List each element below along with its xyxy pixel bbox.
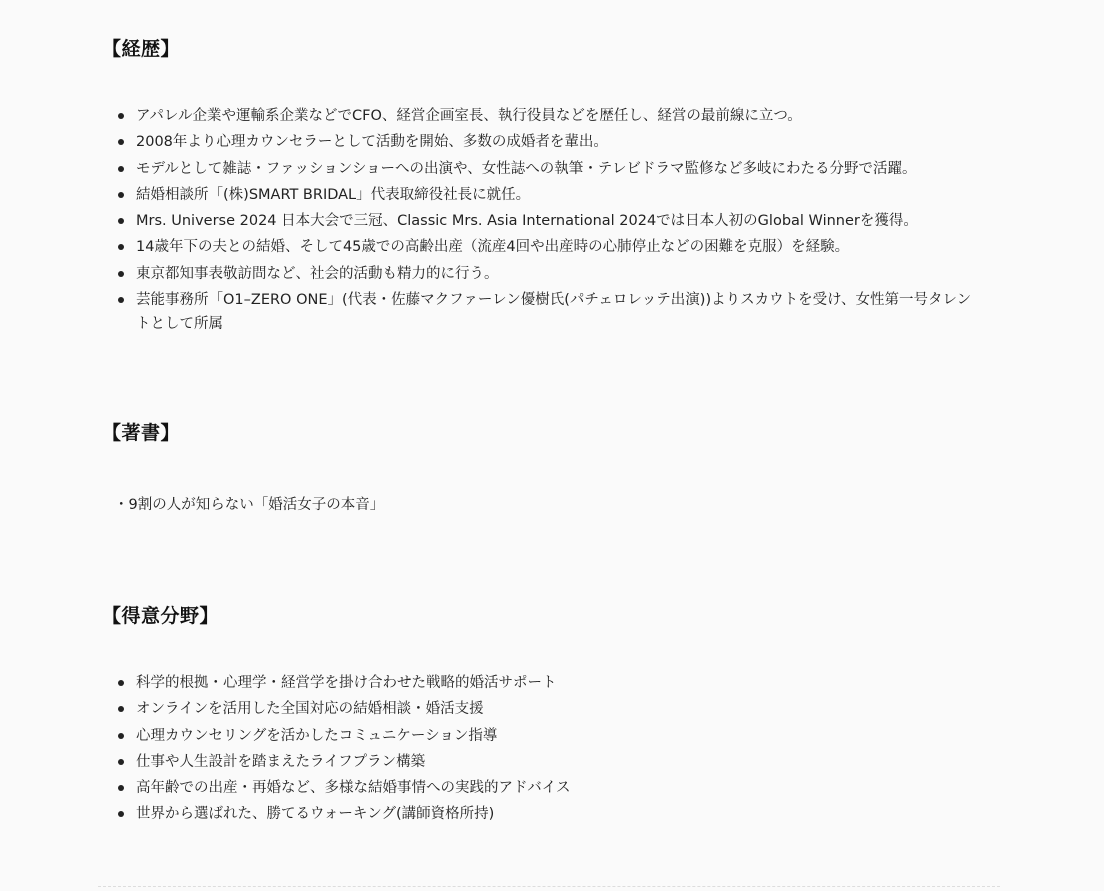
career-item-text: Mrs. Universe 2024 日本大会で三冠、Classic Mrs. Asia International 2024では日本人初のGlobal Winnerを獲得。 xyxy=(136,213,918,230)
section-divider xyxy=(98,886,1000,887)
bullet-icon xyxy=(118,706,124,712)
career-item xyxy=(118,129,978,155)
career-item-text: モデルとして雑誌・ファッションショーへの出演や、女性誌への執筆・テレビドラマ監修など多岐にわたる分野で活躍。 xyxy=(136,160,917,177)
specialty-item xyxy=(118,801,978,827)
career-item-text: アパレル企業や運輸系企業などでCFO、経営企画室長、執行役員などを歴任し、経営の最前線に立つ。 xyxy=(136,108,802,124)
bullet-icon xyxy=(118,244,124,250)
career-item xyxy=(118,156,978,182)
bullet-icon xyxy=(118,759,124,765)
bullet-icon xyxy=(118,139,124,145)
specialty-item xyxy=(118,775,978,801)
career-list xyxy=(118,103,978,336)
books-heading: 【著書】 xyxy=(102,422,181,444)
specialties-heading: 【得意分野】 xyxy=(102,605,220,627)
bullet-icon xyxy=(118,733,124,739)
bullet-icon xyxy=(118,785,124,791)
book-title: ・9割の人が知らない「婚活女子の本音」 xyxy=(114,497,385,513)
bullet-icon xyxy=(118,113,124,119)
career-item-text: 2008年より心理カウンセラーとして活動を開始、多数の成婚者を輩出。 xyxy=(136,134,608,151)
career-item xyxy=(118,208,978,234)
specialty-item-text: 科学的根拠・心理学・経営学を掛け合わせた戦略的婚活サポート xyxy=(136,675,557,691)
specialty-item xyxy=(118,670,978,696)
bullet-icon xyxy=(118,680,124,686)
bullet-icon xyxy=(118,297,124,303)
specialties-list xyxy=(118,670,978,828)
specialty-item xyxy=(118,723,978,749)
bullet-icon xyxy=(118,218,124,224)
career-item xyxy=(118,182,978,208)
career-item xyxy=(118,261,978,287)
specialty-item xyxy=(118,749,978,775)
specialty-item-text: 心理カウンセリングを活かしたコミュニケーション指導 xyxy=(136,727,498,744)
career-item-text: 芸能事務所「O1–ZERO ONE」(代表・佐藤マクファーレン優樹氏(パチェロレッテ出演))よりスカウトを受け、女性第一号タレントとして所属 xyxy=(136,292,972,333)
career-item-text: 東京都知事表敬訪問など、社会的活動も精力的に行う。 xyxy=(136,265,499,282)
specialty-item-text: 高年齢での出産・再婚など、多様な結婚事情への実践的アドバイス xyxy=(136,780,571,797)
career-item xyxy=(118,103,978,129)
bullet-icon xyxy=(118,811,124,817)
career-item xyxy=(118,234,978,260)
bullet-icon xyxy=(118,271,124,277)
bullet-icon xyxy=(118,166,124,172)
bullet-icon xyxy=(118,192,124,198)
career-item-text: 14歳年下の夫との結婚、そして45歳での高齢出産（流産4回や出産時の心肺停止などの困難を克服）を経験。 xyxy=(136,239,850,256)
career-heading: 【経歴】 xyxy=(102,38,181,60)
specialty-item-text: 仕事や人生設計を踏まえたライフプラン構築 xyxy=(136,753,426,770)
specialty-item xyxy=(118,696,978,722)
specialty-item-text: オンラインを活用した全国対応の結婚相談・婚活支援 xyxy=(136,701,484,718)
career-item xyxy=(118,287,978,336)
career-item-text: 結婚相談所「(株)SMART BRIDAL」代表取締役社長に就任。 xyxy=(136,186,531,203)
specialty-item-text: 世界から選ばれた、勝てるウォーキング(講師資格所持) xyxy=(136,806,495,823)
